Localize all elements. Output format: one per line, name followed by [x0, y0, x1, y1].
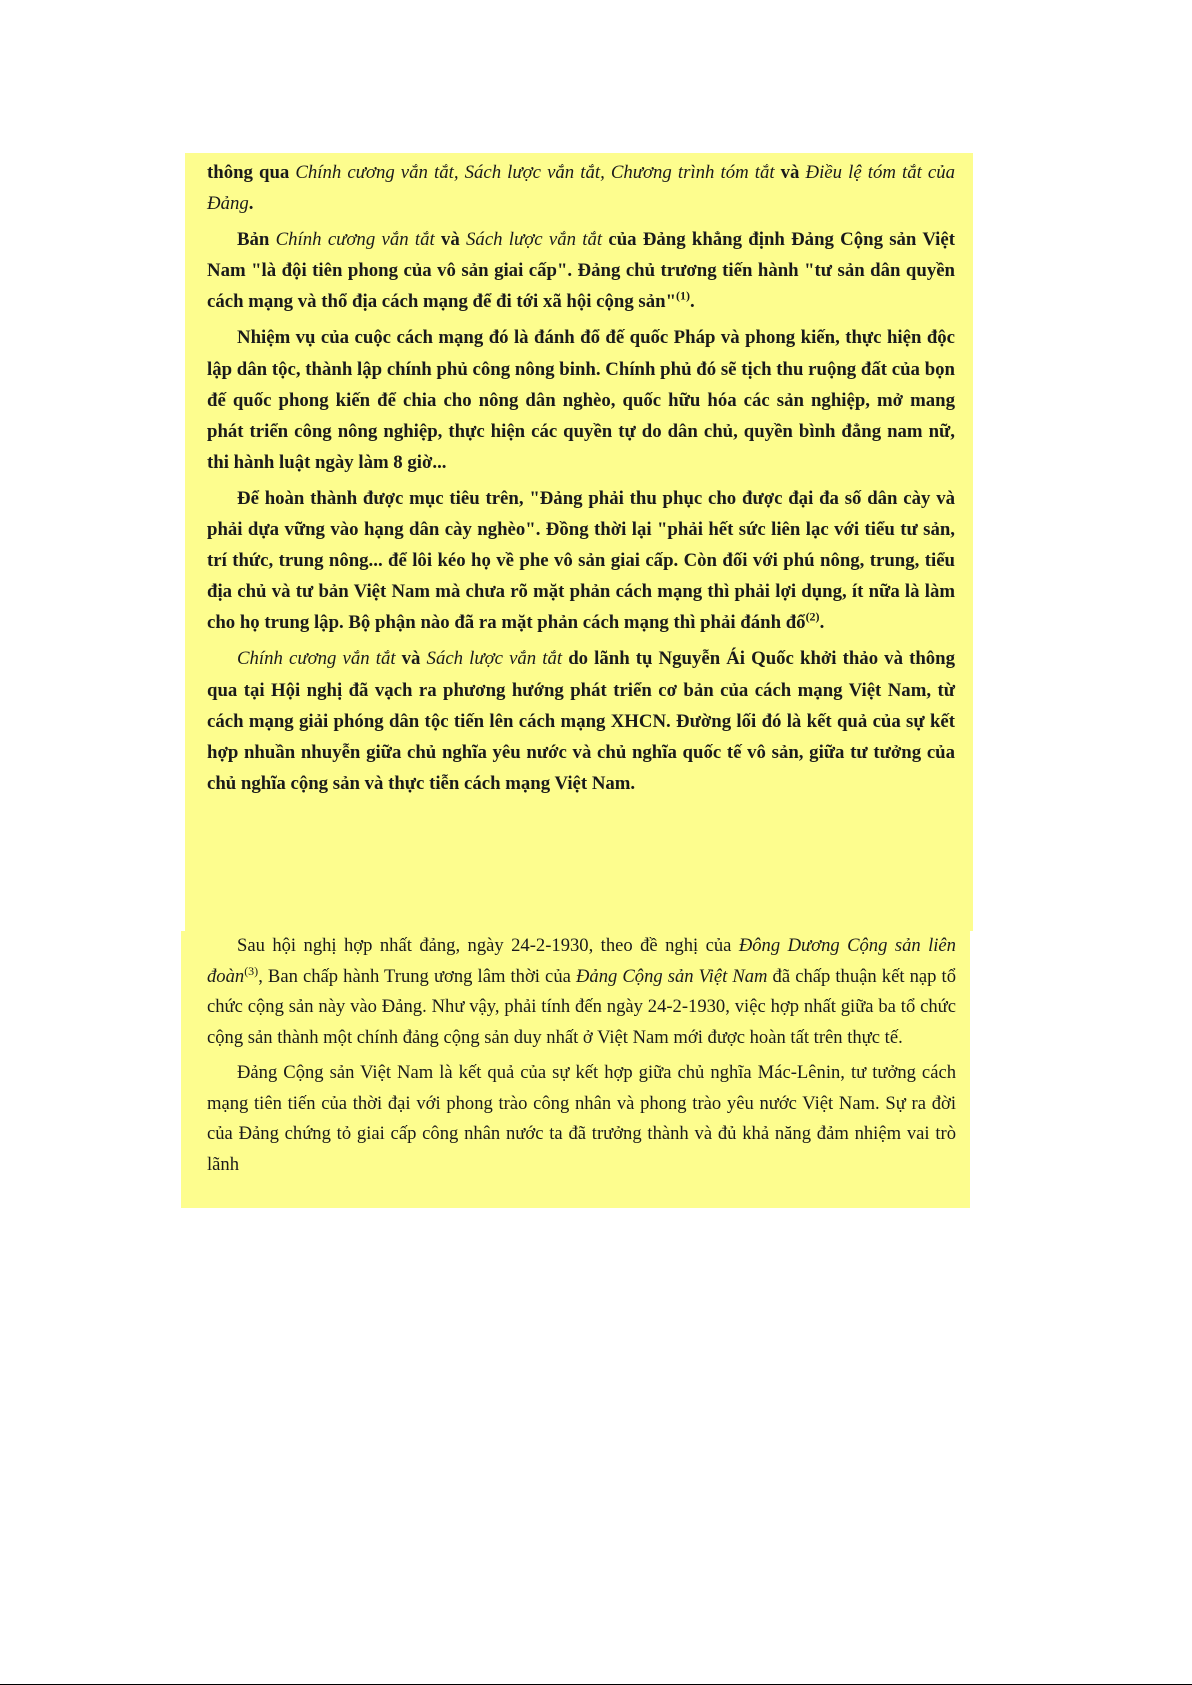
text-run: Để hoàn thành được mục tiêu trên, "Đảng phải thu phục cho được đại đa số dân cày và phải dựa vững vào hạng dân cày nghèo". Đồng thời lại "phải hết sức liên lạc với tiểu tư sản, trí thức, trung nông... để lôi kéo họ về phe vô sản giai cấp. Còn đối với phú nông, trung, tiểu địa chủ và tư bản Việt Nam mà chưa rõ mặt phản cách mạng thì phải lợi dụng, ít nữa là làm cho họ trung lập. Bộ phận nào đã ra mặt phản cách mạng thì phải đánh đổ [207, 487, 955, 634]
footnote-marker: (2) [805, 610, 820, 625]
italic-title: Sách lược vắn tắt [426, 648, 563, 670]
text-run: của Đảng khẳng định Đảng Cộng sản Việt Nam "là đội tiên phong của vô sản giai cấp". Đảng chủ trương tiến hành "tư sản dân quyền cách mạng và thổ địa cách mạng để đi tới xã hội cộng sản" [207, 229, 955, 313]
text-run: , Ban chấp hành Trung ương lâm thời của [258, 965, 576, 987]
footnote-marker: (3) [244, 963, 259, 978]
italic-title: Đảng Cộng sản Việt Nam [575, 965, 768, 987]
italic-title: Chính cương vắn tắt [237, 648, 396, 670]
italic-title: Điều lệ tóm tắt của Đảng [207, 162, 955, 215]
paragraph-6 [207, 931, 956, 1053]
text-run: Sau hội nghị hợp nhất đảng, ngày 24-2-1930, theo đề nghị của [237, 935, 739, 956]
text-run: Bản [237, 229, 276, 251]
paragraph-1 [207, 157, 955, 219]
paragraph-4 [207, 483, 955, 638]
italic-title: Chính cương vắn tắt [275, 229, 435, 251]
italic-title: Chính cương vắn tắt, Sách lược vắn tắt, Chương trình tóm tắt [295, 162, 775, 183]
text-run: . [690, 291, 695, 313]
italic-title: Đông Dương Cộng sản liên đoàn [207, 935, 956, 987]
paragraph-2 [207, 224, 955, 317]
text-run: và [774, 162, 806, 183]
paragraph-7: Đảng Cộng sản Việt Nam là kết quả của sự kết hợp giữa chủ nghĩa Mác-Lênin, tư tưởng cách mạng tiên tiến của thời đại với phong trào công nhân và phong trào yêu nước Việt Nam. Sự ra đời của Đảng chứng tỏ giai cấp công nhân nước ta đã trưởng thành và đủ khả năng đảm nhiệm vai trò lãnh [207, 1062, 956, 1175]
text-run: đã chấp thuận kết nạp tổ chức cộng sản này vào Đảng. Như vậy, phải tính đến ngày 24-2-1930, việc hợp nhất giữa ba tổ chức cộng sản thành một chính đảng cộng sản duy nhất ở Việt Nam mới được hoàn tất trên thực tế. [207, 965, 957, 1048]
text-run: do lãnh tụ Nguyễn Ái Quốc khởi thảo và thông qua tại Hội nghị đã vạch ra phương hướng phát triển cơ bản của cách mạng Việt Nam, từ cách mạng giải phóng dân tộc tiến lên cách mạng XHCN. Đường lối đó là kết quả của sự kết hợp nhuần nhuyễn giữa chủ nghĩa yêu nước và chủ nghĩa quốc tế vô sản, giữa tư tưởng của chủ nghĩa cộng sản và thực tiễn cách mạng Việt Nam. [207, 648, 955, 794]
text-run: thông qua [207, 162, 296, 183]
italic-title: Sách lược vắn tắt [466, 229, 603, 251]
text-run: . [819, 612, 825, 634]
scanned-page-top-block [185, 153, 973, 931]
text-run: và [434, 229, 467, 251]
text-run: . [248, 193, 254, 215]
text-run: và [395, 648, 427, 670]
paragraph-3: Nhiệm vụ của cuộc cách mạng đó là đánh đổ đế quốc Pháp và phong kiến, thực hiện độc lập dân tộc, thành lập chính phủ công nông binh. Chính phủ đó sẽ tịch thu ruộng đất của bọn đế quốc phong kiến để chia cho nông dân nghèo, quốc hữu hóa các sản nghiệp, mở mang phát triển công nông nghiệp, thực hiện các quyền tự do dân chủ, quyền bình đẳng nam nữ, thi hành luật ngày làm 8 giờ... [207, 327, 955, 473]
scanned-page-bottom-block [181, 931, 970, 1208]
footnote-marker: (1) [676, 289, 691, 304]
paragraph-5 [207, 643, 955, 798]
